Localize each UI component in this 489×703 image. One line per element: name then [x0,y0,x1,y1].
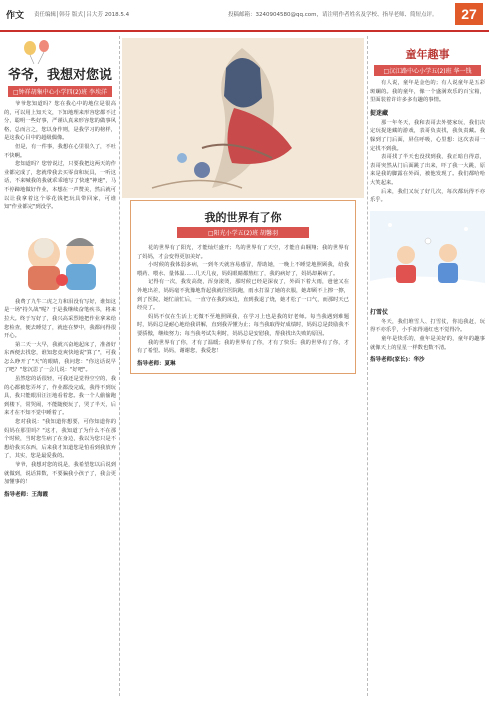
paragraph: 第二天一大早，我就兴奋地起床了，准备好东西便去找您，谁知您竟爽快地说"算了"，可我怎么睁开了"天"的眼睛，我问您："你这话说早了吧？"您沉思了一会儿说："好吧"。 [4,341,116,374]
article-author: □阳光小学五(2)班 胡馨羽 [177,227,309,238]
paragraph: 虽然您的话很轻，可我还是觉得空空的，我的心都被您弄坏了，作业都没完成，我得不到玩具，我只能眼泪汪汪地看着您。我一个人偷偷跑到楼下，常哭闹，不能随便玩了，哭了半天，后来才在不知不觉中睡着了。 [4,376,116,417]
section-heading: 捉迷藏 [370,109,389,117]
submission-contact: 投稿邮箱：3240904580@qq.com，请注明作者姓名及学校、指导老师、简短点评。 [228,12,438,18]
column-divider [119,36,120,696]
page-header [0,0,489,32]
paragraph: 爷爷，我想对您的说是，我希望您以后说到就做到，说话算数，不要骗我小孩子了，我会更加懂事的！ [4,462,116,486]
balloon-decoration [4,40,116,64]
paragraph: 花的世界有了阳光，才能灿烂盛开；鸟的世界有了天空，才能自由翱翔；我的世界有了妈妈，才会变得更加美好。 [137,245,349,260]
article-intro: 有人说，童年是金色的；有人说童年是五彩斑斓的。我的童年，像一个盛满欢乐的百宝箱，里面装着许许多多有趣的事情。 [370,80,485,104]
article-author: □汉江路中心小学五(2)班 华一钱 [374,65,481,76]
article-teacher: 指导老师：王海霞 [4,491,49,498]
paragraph: 童年是快乐的，童年是美好的，童年的趣事就像天上的星星一样数也数不清。 [370,335,485,351]
column-divider [367,36,368,696]
article-body [4,100,116,212]
paragraph: 冬天，我们堆雪人、打雪仗，你追我赶，玩得不亦乐乎，小手冻得通红也不觉得冷。 [370,318,485,334]
editor-meta: 责任编辑│韩芬 版式│吕大芳 2018.5.4 [34,12,130,18]
article-body-continued [4,298,116,487]
paragraph: 表哥找了半天也没找到我，我正暗自得意，表哥突然从门后面跳了出来，吓了我一大跳，原来是我的脚露在外面，被他发现了。我们都哈哈大笑起来。 [370,154,485,186]
article-title: 我的世界有了你 [204,211,282,224]
paragraph: 但是，有一件事，我想在心里很久了，不吐不快啊。 [4,143,116,159]
left-article [4,40,116,695]
middle-article [122,38,364,698]
paragraph: 妈妈不仅在生活上无微不至地照顾我，在学习上也是我的好老师。每当我遇到难题时，妈妈总是耐心地给我讲解，直到我弄懂为止；每当我取得好成绩时，妈妈总是鼓励我不要骄傲，继续努力；每当我考试失利时，妈妈总是安慰我，帮我找出失败的原因。 [137,313,349,337]
article-teacher: 指导老师(家长)：华沙 [370,357,425,364]
right-article [370,40,485,695]
paragraph: 小时候的我体弱多病，一到冬天就容易感冒，帮助她，一晚上不睡觉地照顾我，给我喂药、喂水、量体温……几天几夜，妈妈眼睛都熬红了，我的病好了，妈妈却累病了。 [137,262,349,277]
paragraph: 您对我说："我知道你想要，可你知道你的妈妈在那里吗？"这才，我知道了为什么不在那个时候，当时您生病了在身边，我以为您只是不想给我买东西，后来我才知道您是怕看到我放弃了，其实，您是最爱我的。 [4,419,116,460]
article-frame [130,200,356,374]
article-title: 童年趣事 [405,48,450,61]
section-body [370,318,485,352]
page-number: 27 [455,3,483,25]
section-body [370,119,485,205]
article-title: 爷爷，我想对您说 [7,68,112,83]
grandparents-illustration [4,218,116,292]
paragraph: 您知道吗？您曾说过，只要我把这两天的作业都完成了，您就带我去买零食和玩具，一听这话，不来喊我的我就乖乖地写了快速"神速"，马不停蹄地做好作业，本想在一声赞美，然后就可以让我拿着这个零花钱把玩具带回家，可谁知"作业都完"到没学。 [4,161,116,211]
section-heading: 打雪仗 [370,308,389,316]
article-author: □钟祥胡集中心小学四(2)班 李埃洋 [8,86,112,97]
section-brand: 作文 [6,11,25,21]
paragraph: 记得有一次，我发高烧，浑身滚烫，那时候已经是深夜了，外面下着大雨，爸爸又在外地出差，妈妈毫不犹豫地背起我就往医院跑，雨水打湿了她的衣服，她却顾不上擦一擦，到了医院，她忙前忙后，一直守在我的床边，直到我退了烧，她才松了一口气，而那时天已经亮了。 [137,279,349,312]
paragraph: 后来，我们又玩了好几次，每次都玩得不亦乐乎。 [370,188,485,204]
paragraph: 那一年冬天，我和表哥去外婆家玩，我们决定玩捉迷藏的游戏，表哥负责找，我负责藏。我躲到了门后面，屏住呼吸，心里想：这次表哥一定找不到我。 [370,119,485,152]
paragraph: 我费了九牛二虎之力和泪没有写好，谁知这是一场"持久战"呢？于是我继续奋笔疾书，将来拉大。终于写好了，我兴高采烈地把作业拿来给您检查，便去睡觉了，就连在梦中，我都问得很开心。 [4,298,116,340]
paragraph: 我的世界有了你，才有了温暖；我的世界有了你，才有了快乐；我的世界有了你，才有了希望。妈妈，谢谢您，我爱您！ [137,339,349,355]
article-teacher: 指导老师：夏琳 [137,360,176,367]
paragraph: 爷爷您知道吗？您在我心中的地位是很高的，可以用上知天文，下知地理来形容您都不过分，聪明一些好事，严谨认真来形容您的做事风格，总而言之，您以身作则，是我学习的榜样，是这我心目中的超级偶像。 [4,101,116,142]
snow-play-illustration [370,211,485,301]
girl-reading-illustration [122,38,364,198]
article-body [137,244,349,356]
